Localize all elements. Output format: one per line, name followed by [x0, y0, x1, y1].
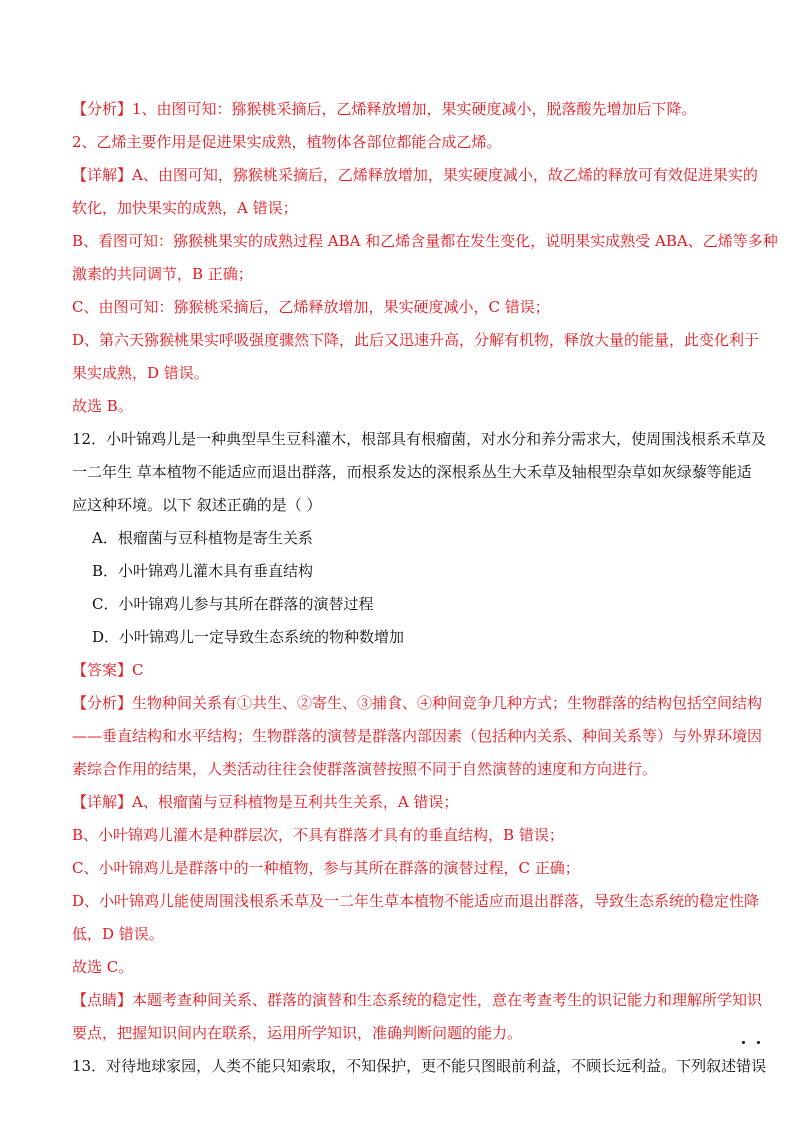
question-12 — [72, 423, 767, 1050]
analysis-line: 素综合作用的结果，人类活动往往会使群落演替按照不同于自然演替的速度和方向进行。 — [72, 760, 658, 778]
option-d: D．小叶锦鸡儿一定导致生态系统的物种数增加 — [92, 628, 405, 646]
previous-question-explanation — [72, 93, 778, 423]
emphasized-text: 错误 — [736, 1057, 767, 1075]
choice-line: 故选 B。 — [72, 397, 133, 415]
question-stem — [72, 1050, 767, 1083]
analysis-line: 2、乙烯主要作用是促进果实成熟，植物体各部位都能合成乙烯。 — [72, 133, 502, 151]
question-stem-text: 13．对待地球家园，人类不能只知索取，不知保护，更不能只图眼前利益，不顾长远利益。下列叙述 — [72, 1057, 737, 1075]
comment-line: 要点，把握知识间内在联系，运用所学知识，准确判断问题的能力。 — [72, 1024, 523, 1042]
analysis-line: ——垂直结构和水平结构；生物群落的演替是群落内部因素（包括种内关系、种间关系等）与外界环境因 — [72, 727, 763, 745]
detail-line: C、小叶锦鸡儿是群落中的一种植物，参与其所在群落的演替过程，C 正确； — [72, 859, 580, 877]
detail-line: 软化，加快果实的成熟，A 错误； — [72, 199, 298, 217]
question-13 — [72, 1050, 767, 1083]
question-stem: 应这种环境。以下 叙述正确的是（ ） — [72, 496, 322, 514]
emphasis-dot — [742, 1041, 745, 1044]
answer-line: 【答案】C — [72, 661, 144, 679]
analysis-line: 【分析】生物种间关系有①共生、②寄生、③捕食、④种间竞争几种方式；生物群落的结构包括空间结构 — [72, 694, 763, 712]
option-b: B．小叶锦鸡儿灌木具有垂直结构 — [92, 562, 314, 580]
detail-line: B、看图可知：猕猴桃果实的成熟过程 ABA 和乙烯含量都在发生变化，说明果实成熟受 ABA、乙烯等多种 — [72, 232, 778, 250]
detail-line: D、第六天猕猴桃果实呼吸强度骤然下降，此后又迅速升高，分解有机物，释放大量的能量，此变化利于 — [72, 331, 760, 349]
detail-line: D、小叶锦鸡儿能使周围浅根系禾草及一二年生草本植物不能适应而退出群落，导致生态系统的稳定性降 — [72, 892, 760, 910]
comment-line: 【点睛】本题考查种间关系、群落的演替和生态系统的稳定性，意在考查考生的识记能力和理解所学知识 — [72, 991, 763, 1009]
detail-line: B、小叶锦鸡儿灌木是种群层次，不具有群落才具有的垂直结构，B 错误； — [72, 826, 564, 844]
emphasized-word — [736, 1050, 766, 1083]
detail-line: 激素的共同调节，B 正确； — [72, 265, 253, 283]
detail-line: 【详解】A、根瘤菌与豆科植物是互利共生关系，A 错误； — [72, 793, 459, 811]
emphasis-dot — [757, 1041, 760, 1044]
option-c: C．小叶锦鸡儿参与其所在群落的演替过程 — [92, 595, 374, 613]
detail-line: 低，D 错误。 — [72, 925, 164, 943]
detail-line: 果实成熟，D 错误。 — [72, 364, 209, 382]
option-a: A．根瘤菌与豆科植物是寄生关系 — [92, 529, 313, 547]
detail-line: C、由图可知：猕猴桃采摘后，乙烯释放增加，果实硬度减小，C 错误； — [72, 298, 550, 316]
question-stem: 12．小叶锦鸡儿是一种典型旱生豆科灌木，根部具有根瘤菌，对水分和养分需求大，使周围浅根系禾草及 — [72, 430, 767, 448]
detail-line: 【详解】A、由图可知，猕猴桃采摘后，乙烯释放增加，果实硬度减小，故乙烯的释放可有效促进果实的 — [72, 166, 758, 184]
analysis-line: 【分析】1、由图可知：猕猴桃采摘后，乙烯释放增加，果实硬度减小，脱落酸先增加后下降。 — [72, 100, 697, 118]
document-page — [72, 93, 778, 1083]
question-stem: 一二年生 草本植物不能适应而退出群落，而根系发达的深根系丛生大禾草及轴根型杂草如灰绿藜等能适 — [72, 463, 752, 481]
choice-line: 故选 C。 — [72, 958, 134, 976]
